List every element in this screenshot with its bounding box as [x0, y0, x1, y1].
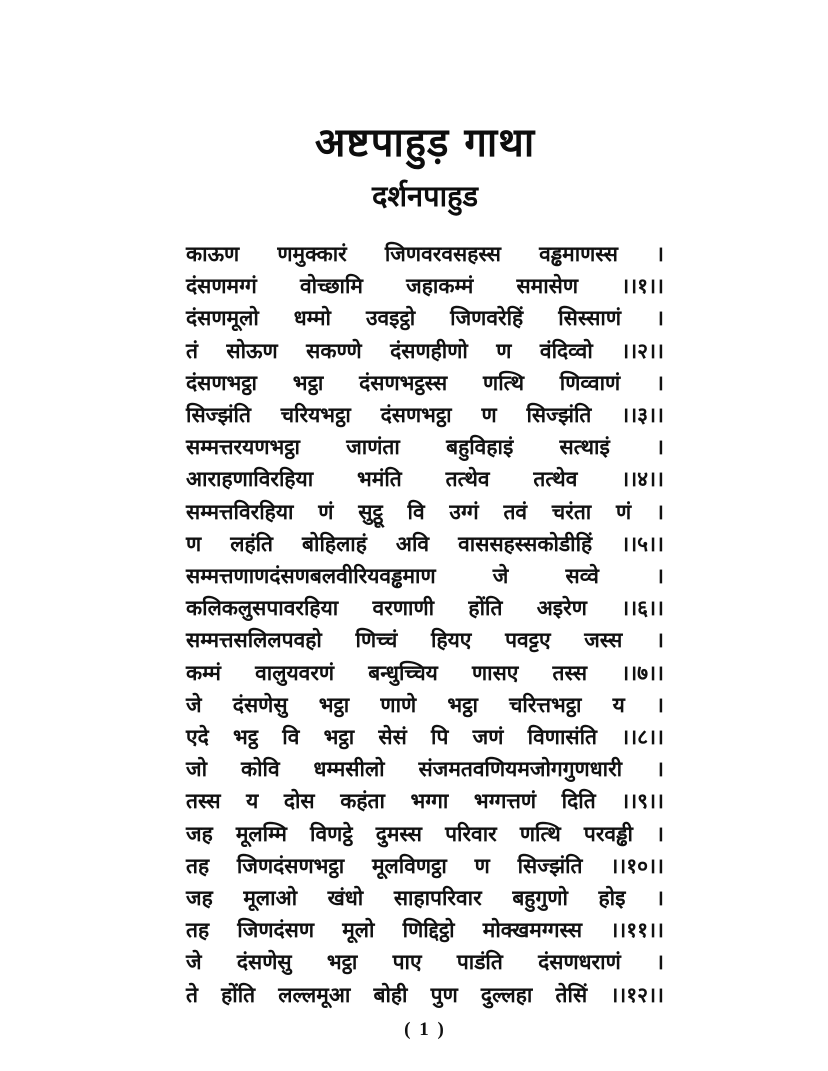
- verse-line: सम्मत्तरयणभट्ठा जाणंता बहुविहाइं सत्थाइं ।: [186, 435, 664, 460]
- text-column: [186, 0, 664, 1041]
- verse-1: [186, 238, 664, 302]
- page-title: अष्टपाहुड़ गाथा: [314, 120, 536, 166]
- verse-line: तस्स य दोस कहंता भग्गा भग्गत्तणं दिति ।।९।।: [186, 789, 664, 814]
- verse-line: जह मूलम्मि विणट्ठे दुमस्स परिवार णत्थि परवड्ढी ।: [186, 821, 664, 846]
- verse-5: [186, 496, 664, 560]
- verse-line: आराहणाविरहिया भमंति तत्थेव तत्थेव ।।४।।: [186, 467, 664, 492]
- verse-line: दंसणभट्ठा भट्ठा दंसणभट्ठस्स णत्थि णिव्वाणं ।: [186, 370, 664, 395]
- verse-line: कलिकलुसपावरहिया वरणाणी होंति अइरेण ।।६।।: [186, 596, 664, 621]
- verse-9: [186, 753, 664, 817]
- verse-3: [186, 367, 664, 431]
- verse-line: ण लहंति बोहिलाहं अवि वाससहस्सकोडीहिं ।।५।।: [186, 531, 664, 556]
- verse-4: [186, 431, 664, 495]
- verse-line: कम्मं वालुयवरणं बन्धुच्चिय णासए तस्स ।।७।।: [186, 660, 664, 685]
- verse-line: दंसणमग्गं वोच्छामि जहाकम्मं समासेण ।।१।।: [186, 274, 664, 299]
- verse-7: [186, 624, 664, 688]
- verse-12: [186, 946, 664, 1010]
- verse-8: [186, 689, 664, 753]
- verse-10: [186, 818, 664, 882]
- verse-line: एदे भट्ठ वि भट्ठा सेसं पि जणं विणासंति ।।८।।: [186, 725, 664, 750]
- section-heading: दर्शनपाहुड: [371, 179, 479, 213]
- verse-line: जे दंसणेसु भट्ठा पाए पाडंति दंसणधराणं ।: [186, 950, 664, 975]
- verse-line: सम्मत्तणाणदंसणबलवीरियवड्ढमाण जे सव्वे ।: [186, 564, 664, 589]
- verse-6: [186, 560, 664, 624]
- verse-line: ते होंति लल्लमूआ बोही पुण दुल्लहा तेसिं ।।१२।।: [186, 982, 664, 1007]
- verse-line: सिज्झंति चरियभट्ठा दंसणभट्ठा ण सिज्झंति ।।३।।: [186, 403, 664, 428]
- verse-2: [186, 302, 664, 366]
- verse-line: सम्मत्तसलिलपवहो णिच्चं हियए पवट्टए जस्स ।: [186, 628, 664, 653]
- page-number: ( 1 ): [404, 1018, 446, 1040]
- verse-line: जह मूलाओ खंधो साहापरिवार बहुगुणो होइ ।: [186, 886, 664, 911]
- verse-list: [186, 238, 664, 1011]
- verse-line: काऊण णमुक्कारं जिणवरवसहस्स वड्ढमाणस्स ।: [186, 242, 664, 266]
- verse-line: दंसणमूलो धम्मो उवइट्ठो जिणवरेहिं सिस्साणं ।: [186, 306, 664, 331]
- verse-line: जे दंसणेसु भट्ठा णाणे भट्ठा चरित्तभट्ठा य ।: [186, 692, 664, 717]
- verse-11: [186, 882, 664, 946]
- verse-line: तह जिणदंसण मूलो णिद्दिट्ठो मोक्खमग्गस्स ।।११।।: [186, 918, 664, 943]
- verse-line: जो कोवि धम्मसीलो संजमतवणियमजोगगुणधारी ।: [186, 757, 664, 782]
- verse-line: सम्मत्तविरहिया णं सुट्ठू वि उग्गं तवं चरंता णं ।: [186, 499, 664, 524]
- verse-line: तं सोऊण सकण्णे दंसणहीणो ण वंदिव्वो ।।२।।: [186, 338, 664, 363]
- verse-line: तह जिणदंसणभट्ठा मूलविणट्ठा ण सिज्झंति ।।१०।।: [186, 853, 664, 878]
